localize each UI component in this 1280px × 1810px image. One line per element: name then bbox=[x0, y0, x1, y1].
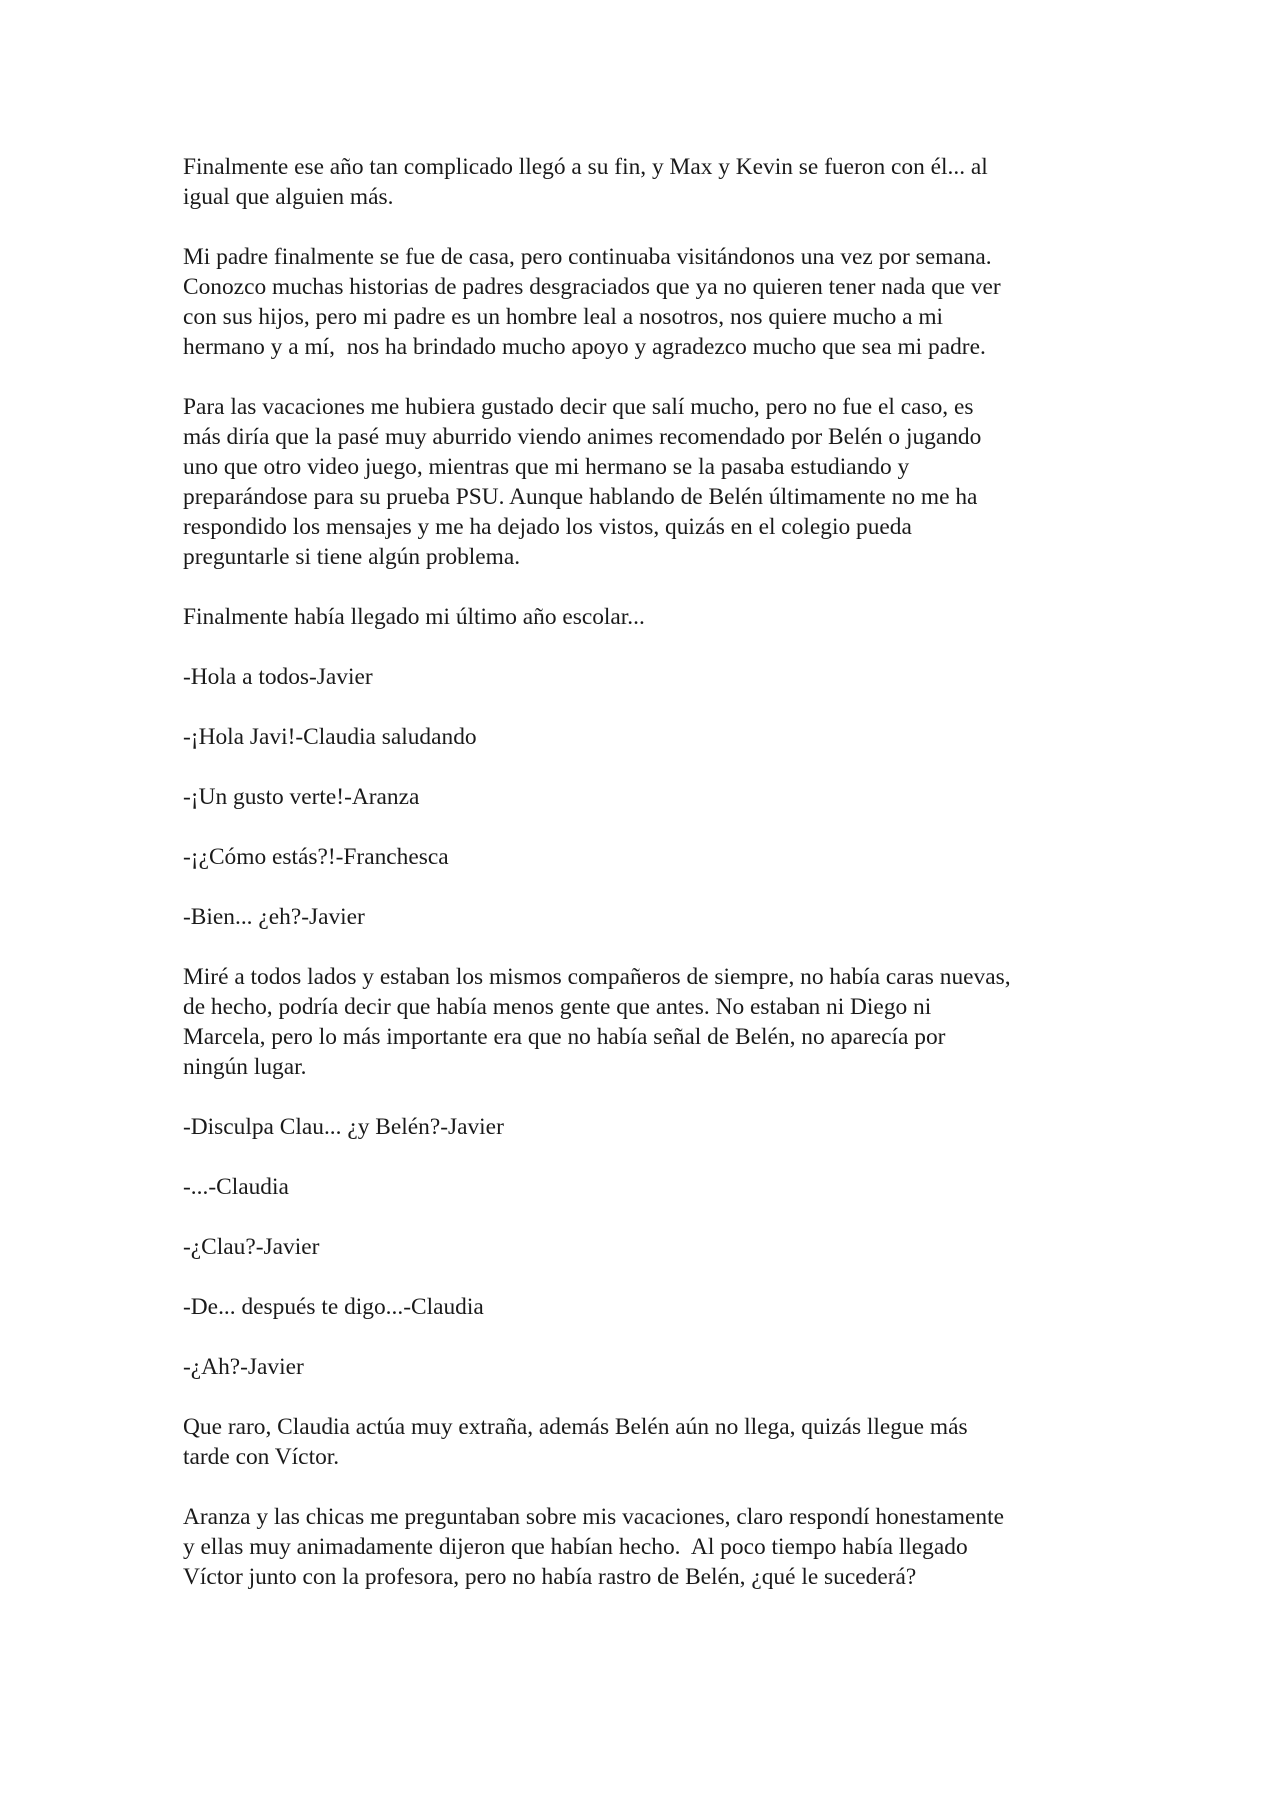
text-line: Que raro, Claudia actúa muy extraña, además Belén aún no llega, quizás llegue más bbox=[183, 1414, 968, 1440]
document-body bbox=[183, 152, 1108, 1622]
dialogue-line bbox=[183, 722, 1108, 752]
paragraph bbox=[183, 242, 1108, 362]
text-line: -¡Hola Javi!-Claudia saludando bbox=[183, 724, 477, 750]
dialogue-line bbox=[183, 1292, 1108, 1322]
dialogue-line bbox=[183, 1232, 1108, 1262]
dialogue-line bbox=[183, 902, 1108, 932]
text-line: Conozco muchas historias de padres desgraciados que ya no quieren tener nada que ver bbox=[183, 274, 1001, 300]
dialogue-line bbox=[183, 1112, 1108, 1142]
text-line: igual que alguien más. bbox=[183, 184, 394, 210]
text-line: -De... después te digo...-Claudia bbox=[183, 1294, 484, 1320]
text-line: Marcela, pero lo más importante era que no había señal de Belén, no aparecía por bbox=[183, 1024, 946, 1050]
text-line: Finalmente ese año tan complicado llegó a su fin, y Max y Kevin se fueron con él... al bbox=[183, 154, 988, 180]
text-line: con sus hijos, pero mi padre es un hombre leal a nosotros, nos quiere mucho a mi bbox=[183, 304, 944, 330]
dialogue-line bbox=[183, 1352, 1108, 1382]
text-line: Aranza y las chicas me preguntaban sobre mis vacaciones, claro respondí honestamente bbox=[183, 1504, 1004, 1530]
text-line: -Disculpa Clau... ¿y Belén?-Javier bbox=[183, 1114, 504, 1140]
text-line: Finalmente había llegado mi último año escolar... bbox=[183, 604, 645, 630]
dialogue-line bbox=[183, 1172, 1108, 1202]
text-line: Mi padre finalmente se fue de casa, pero continuaba visitándonos una vez por semana. bbox=[183, 244, 992, 270]
dialogue-line bbox=[183, 662, 1108, 692]
paragraph bbox=[183, 602, 1108, 632]
paragraph bbox=[183, 392, 1108, 572]
paragraph bbox=[183, 1412, 1108, 1472]
text-line: Para las vacaciones me hubiera gustado decir que salí mucho, pero no fue el caso, es bbox=[183, 394, 974, 420]
text-line: Víctor junto con la profesora, pero no había rastro de Belén, ¿qué le sucederá? bbox=[183, 1564, 917, 1590]
text-line: -Hola a todos-Javier bbox=[183, 664, 373, 690]
paragraph bbox=[183, 152, 1108, 212]
text-line: preguntarle si tiene algún problema. bbox=[183, 544, 521, 570]
dialogue-line bbox=[183, 782, 1108, 812]
text-line: -...-Claudia bbox=[183, 1174, 289, 1200]
dialogue-line bbox=[183, 842, 1108, 872]
paragraph bbox=[183, 1502, 1108, 1592]
text-line: Miré a todos lados y estaban los mismos compañeros de siempre, no había caras nuevas, bbox=[183, 964, 1011, 990]
text-line: más diría que la pasé muy aburrido viendo animes recomendado por Belén o jugando bbox=[183, 424, 982, 450]
text-line: preparándose para su prueba PSU. Aunque hablando de Belén últimamente no me ha bbox=[183, 484, 978, 510]
text-line: y ellas muy animadamente dijeron que habían hecho. Al poco tiempo había llegado bbox=[183, 1534, 968, 1560]
text-line: de hecho, podría decir que había menos gente que antes. No estaban ni Diego ni bbox=[183, 994, 932, 1020]
text-line: -¡¿Cómo estás?!-Franchesca bbox=[183, 844, 449, 870]
text-line: -¿Clau?-Javier bbox=[183, 1234, 320, 1260]
text-line: ningún lugar. bbox=[183, 1054, 307, 1080]
text-line: uno que otro video juego, mientras que mi hermano se la pasaba estudiando y bbox=[183, 454, 910, 480]
text-line: respondido los mensajes y me ha dejado los vistos, quizás en el colegio pueda bbox=[183, 514, 912, 540]
text-line: -¡Un gusto verte!-Aranza bbox=[183, 784, 420, 810]
paragraph bbox=[183, 962, 1108, 1082]
text-line: -¿Ah?-Javier bbox=[183, 1354, 304, 1380]
text-line: tarde con Víctor. bbox=[183, 1444, 340, 1470]
text-line: hermano y a mí, nos ha brindado mucho apoyo y agradezco mucho que sea mi padre. bbox=[183, 334, 986, 360]
text-line: -Bien... ¿eh?-Javier bbox=[183, 904, 365, 930]
